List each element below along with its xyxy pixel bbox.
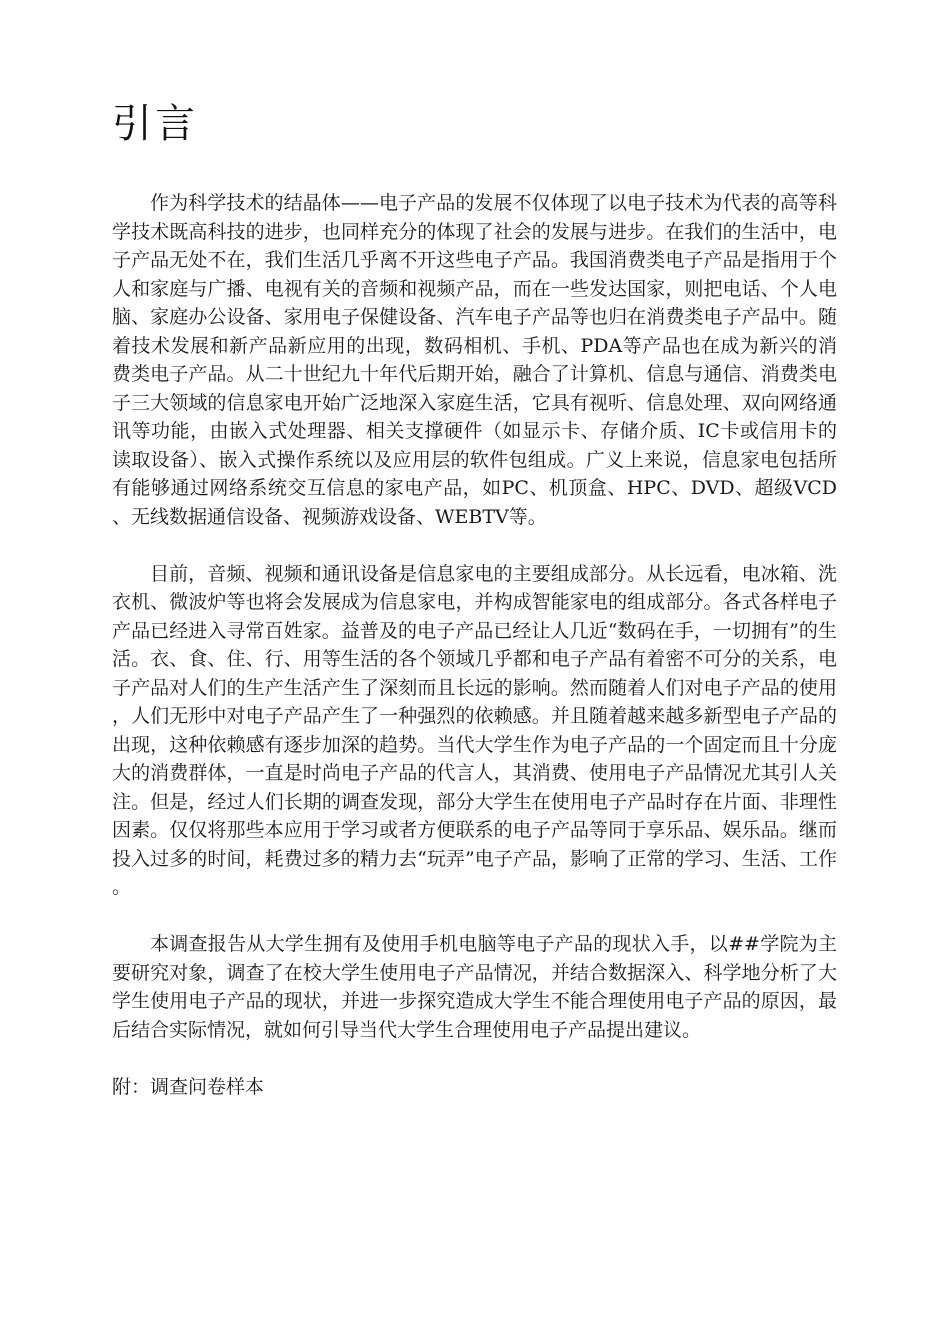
paragraph-current-situation: 目前，音频、视频和通讯设备是信息家电的主要组成部分。从长远看，电冰箱、洗衣机、微波炉等也将会发展成为信息家电，并构成智能家电的组成部分。各式各样电子产品已经进入寻常百姓家。益普及的电子产品已经让人几近“数码在手，一切拥有”的生活。衣、食、住、行、用等生活的各个领域几乎都和电子产品有着密不可分的关系，电子产品对人们的生产生活产生了深刻而且长远的影响。然而随着人们对电子产品的使用，人们无形中对电子产品产生了一种强烈的依赖感。并且随着越来越多新型电子产品的出现，这种依赖感有逐步加深的趋势。当代大学生作为电子产品的一个固定而且十分庞大的消费群体，一直是时尚电子产品的代言人，其消费、使用电子产品情况尤其引人关注。但是，经过人们长期的调查发现，部分大学生在使用电子产品时存在片面、非理性因素。仅仅将那些本应用于学习或者方便联系的电子产品等同于享乐品、娱乐品。继而投入过多的时间，耗费过多的精力去“玩弄”电子产品，影响了正常的学习、生活、工作。 (112, 562, 837, 898)
paragraph-intro: 作为科学技术的结晶体——电子产品的发展不仅体现了以电子技术为代表的高等科学技术既高科技的进步，也同样充分的体现了社会的发展与进步。在我们的生活中，电子产品无处不在，我们生活几乎离不开这些电子产品。我国消费类电子产品是指用于个人和家庭与广播、电视有关的音频和视频产品，而在一些发达国家，则把电话、个人电脑、家庭办公设备、家用电子保健设备、汽车电子产品等也归在消费类电子产品中。随着技术发展和新产品新应用的出现，数码相机、手机、PDA等产品也在成为新兴的消费类电子产品。从二十世纪九十年代后期开始，融合了计算机、信息与通信、消费类电子三大领域的信息家电开始广泛地深入家庭生活，它具有视听、信息处理、双向网络通讯等功能，由嵌入式处理器、相关支撑硬件（如显示卡、存储介质、IC卡或信用卡的读取设备）、嵌入式操作系统以及应用层的软件包组成。广义上来说，信息家电包括所有能够通过网络系统交互信息的家电产品，如PC、机顶盒、HPC、DVD、超级VCD、无线数据通信设备、视频游戏设备、WEBTV等。 (112, 192, 837, 528)
paragraph-report-scope: 本调查报告从大学生拥有及使用手机电脑等电子产品的现状入手，以##学院为主要研究对象，调查了在校大学生使用电子产品情况，并结合数据深入、科学地分析了大学生使用电子产品的现状，并进一步探究造成大学生不能合理使用电子产品的原因，最后结合实际情况，就如何引导当代大学生合理使用电子产品提出建议。 (112, 933, 837, 1041)
appendix-note: 附：调查问卷样本 (112, 1075, 265, 1098)
document-body (112, 189, 837, 1101)
page-title: 引言 (112, 101, 198, 147)
